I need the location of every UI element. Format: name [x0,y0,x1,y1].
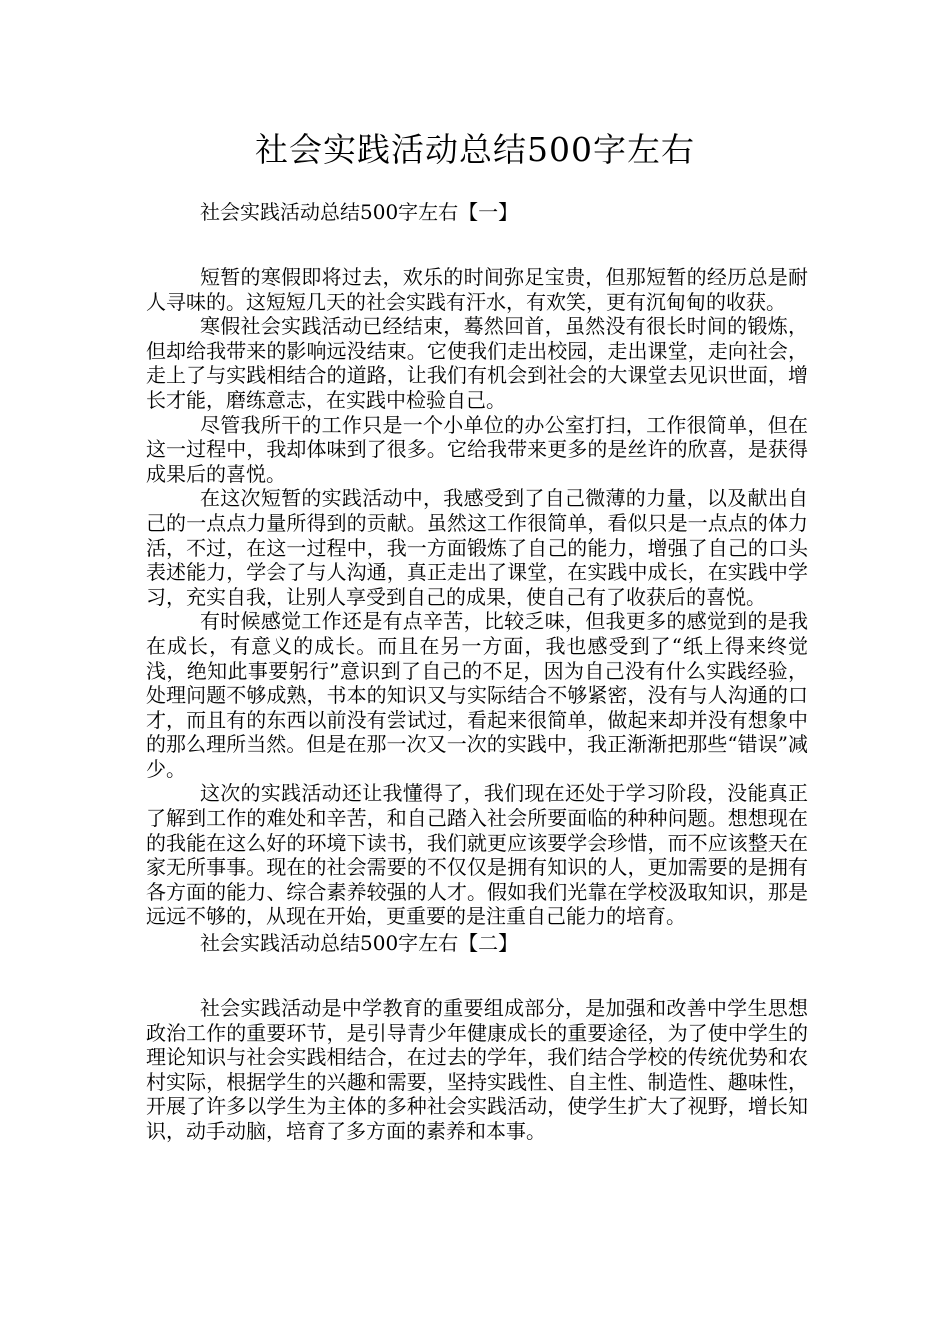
paragraph: 有时候感觉工作还是有点辛苦，比较乏味，但我更多的感觉到的是我在成长，有意义的成长。而且在另一方面，我也感受到了“纸上得来终觉浅，绝知此事要躬行”意识到了自己的不足，因为自己没有什么实践经验，处理问题不够成熟，书本的知识又与实际结合不够紧密，没有与人沟通的口才，而且有的东西以前没有尝试过，看起来很简单，做起来却并没有想象中的那么理所当然。但是在那一次又一次的实践中，我正渐渐把那些“错误”减少。 [146,609,808,781]
section-heading-1: 社会实践活动总结500字左右【一】 [200,200,519,224]
section-gap [146,227,808,265]
document-title: 社会实践活动总结500字左右 [255,130,695,169]
paragraph: 尽管我所干的工作只是一个小单位的办公室打扫，工作很简单，但在这一过程中，我却体味到了很多。它给我带来更多的是丝许的欣喜，是获得成果后的喜悦。 [146,412,808,486]
paragraph: 在这次短暂的实践活动中，我感受到了自己微薄的力量，以及献出自己的一点点力量所得到的贡献。虽然这工作很简单，看似只是一点点的体力活，不过，在这一过程中，我一方面锻炼了自己的能力，增强了自己的口头表述能力，学会了与人沟通，真正走出了课堂，在实践中成长，在实践中学习，充实自我，让别人享受到自己的成果，使自己有了收获后的喜悦。 [146,486,808,609]
paragraph: 这次的实践活动还让我懂得了，我们现在还处于学习阶段，没能真正了解到工作的难处和辛苦，和自己踏入社会所要面临的种种问题。想想现在的我能在这么好的环境下读书，我们就更应该要学会珍惜，而不应该整天在家无所事事。现在的社会需要的不仅仅是拥有知识的人，更加需要的是拥有各方面的能力、综合素养较强的人才。假如我们光靠在学校汲取知识，那是远远不够的，从现在开始，更重要的是注重自己能力的培育。 [146,781,808,929]
paragraph: 寒假社会实践活动已经结束，蓦然回首，虽然没有很长时间的锻炼，但却给我带来的影响远没结束。它使我们走出校园，走出课堂，走向社会，走上了与实践相结合的道路，让我们有机会到社会的大课堂去见识世面，增长才能，磨练意志，在实践中检验自己。 [146,314,808,412]
paragraph: 社会实践活动是中学教育的重要组成部分，是加强和改善中学生思想政治工作的重要环节，是引导青少年健康成长的重要途径，为了使中学生的理论知识与社会实践相结合，在过去的学年，我们结合学校的传统优势和农村实际，根据学生的兴趣和需要，坚持实践性、自主性、制造性、趣味性，开展了许多以学生为主体的多种社会实践活动，使学生扩大了视野，增长知识，动手动脑，培育了多方面的素养和本事。 [146,996,808,1143]
section-gap [146,958,808,996]
document-body [146,198,808,1144]
paragraph: 短暂的寒假即将过去，欢乐的时间弥足宝贵，但那短暂的经历总是耐人寻味的。这短短几天的社会实践有汗水，有欢笑，更有沉甸甸的收获。 [146,265,808,314]
section-heading-2: 社会实践活动总结500字左右【二】 [200,931,519,956]
